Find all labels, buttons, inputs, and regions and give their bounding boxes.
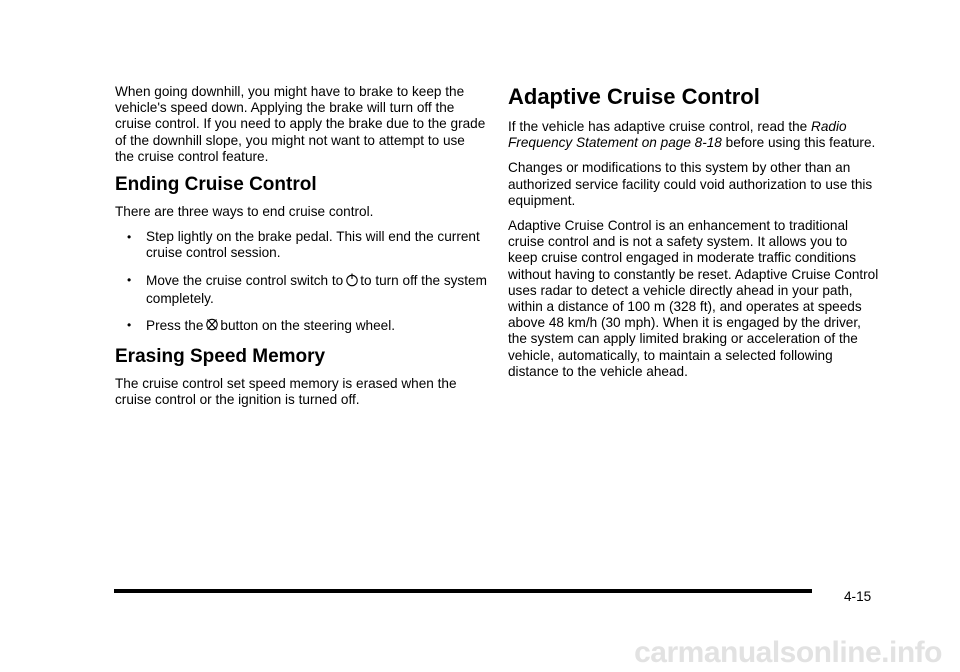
ending-cruise-control-heading: Ending Cruise Control bbox=[115, 174, 317, 196]
bullet-icon: • bbox=[127, 230, 132, 245]
p1-before: If the vehicle has adaptive cruise control, read the bbox=[508, 119, 808, 134]
modifications-paragraph: Changes or modifications to this system by other than an authorized service facility could void authorization to use this equipment. bbox=[508, 160, 873, 208]
downhill-paragraph: When going downhill, you might have to brake to keep the vehicle's speed down. Applying the brake will turn off the cruise control. If you need to apply the brake due to the grade of the downhill slope, you might not want to attempt to use the cruise control feature. bbox=[115, 84, 486, 164]
radio-frequency-paragraph bbox=[508, 119, 880, 151]
left-column bbox=[115, 84, 487, 418]
bullet-text-after: to turn off the system completely. bbox=[146, 272, 487, 306]
bullet-icon: • bbox=[127, 318, 132, 333]
bullet-text-before: Move the cruise control switch to bbox=[146, 272, 344, 288]
bullet-icon: • bbox=[127, 272, 132, 287]
list-item bbox=[115, 229, 487, 261]
radio-frequency-link[interactable]: Radio Frequency Statement on page 8-18 bbox=[508, 119, 847, 151]
bullet-text: Step lightly on the brake pedal. This will end the current cruise control session. bbox=[146, 229, 480, 261]
power-icon bbox=[345, 272, 359, 291]
ending-intro-text: There are three ways to end cruise control. bbox=[115, 204, 374, 220]
list-item bbox=[115, 272, 487, 307]
p1-after: before using this feature. bbox=[725, 135, 876, 151]
erasing-paragraph: The cruise control set speed memory is erased when the cruise control or the ignition is turned off. bbox=[115, 376, 457, 408]
watermark: carmanualsonline.info bbox=[634, 636, 942, 669]
cancel-icon bbox=[205, 317, 219, 336]
right-column bbox=[508, 84, 880, 389]
bullet-text-after: button on the steering wheel. bbox=[220, 318, 395, 334]
ending-methods-list bbox=[115, 229, 487, 336]
list-item bbox=[115, 317, 487, 336]
adaptive-cruise-control-heading: Adaptive Cruise Control bbox=[508, 84, 760, 109]
footer-rule bbox=[114, 589, 812, 593]
bullet-text-before: Press the bbox=[146, 318, 204, 334]
acc-description-paragraph: Adaptive Cruise Control is an enhancement to traditional cruise control and is not a safety system. It allows you to keep cruise control engaged in moderate traffic conditions without having to constantly be reset. Adaptive Cruise Control uses radar to detect a vehicle directly ahead in your path, within a distance of 100 m (328 ft), and operates at speeds above 48 km/h (30 mph). When it is engaged by the driver, the system can apply limited braking or acceleration of the vehicle, automatically, to maintain a selected following distance to the vehicle ahead. bbox=[508, 218, 879, 379]
page-number: 4-15 bbox=[844, 589, 872, 604]
erasing-speed-memory-heading: Erasing Speed Memory bbox=[115, 346, 326, 368]
